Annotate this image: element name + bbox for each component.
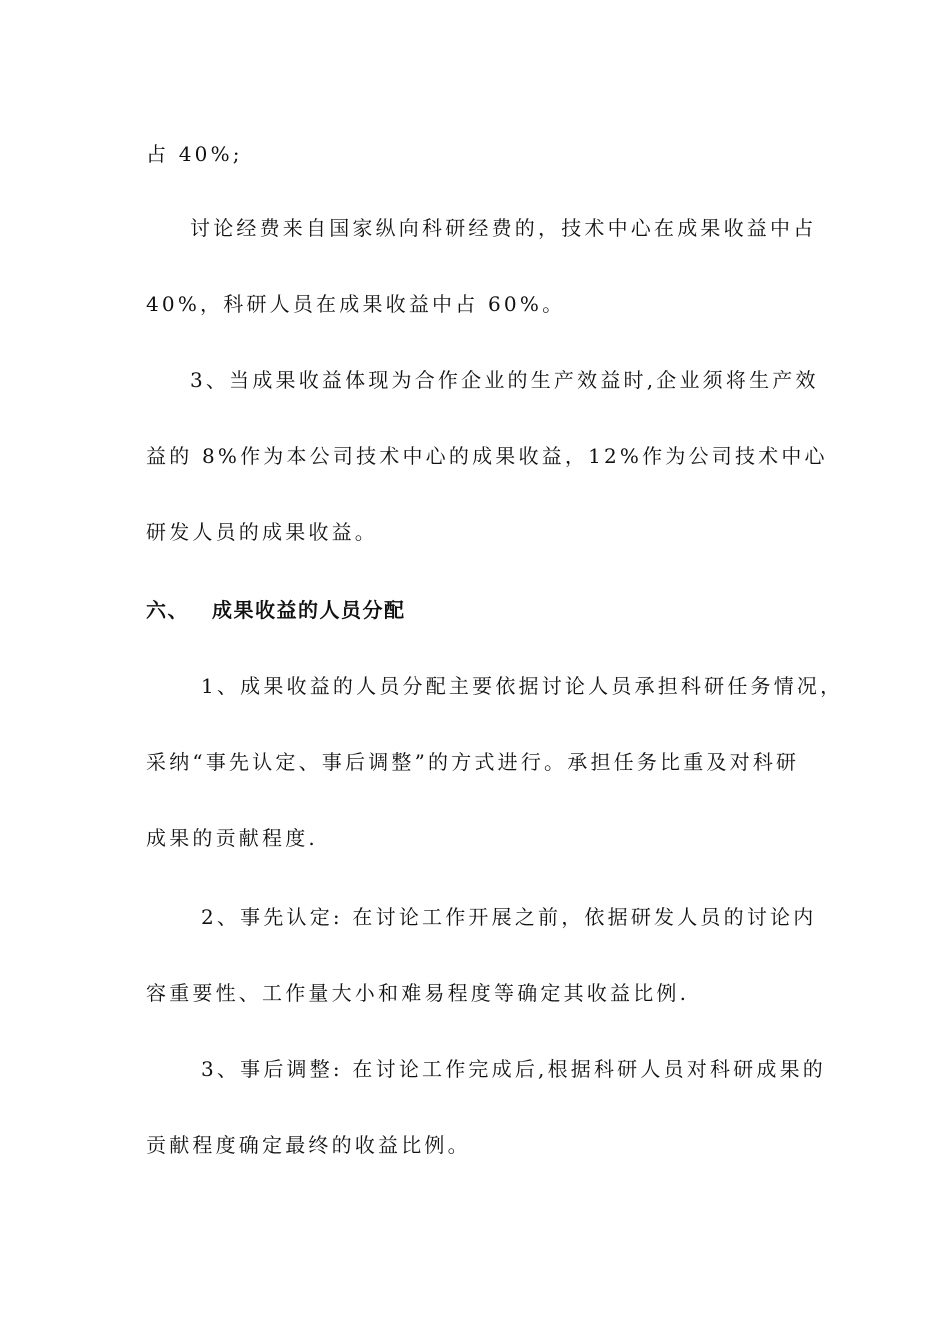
paragraph-line: 益的 8%作为本公司技术中心的成果收益，12%作为公司技术中心: [146, 444, 828, 468]
paragraph-line: 讨论经费来自国家纵向科研经费的，技术中心在成果收益中占: [190, 216, 817, 240]
paragraph-line: 3、事后调整: 在讨论工作完成后,根据科研人员对科研成果的: [201, 1057, 826, 1081]
paragraph-line: 2、事先认定: 在讨论工作开展之前，依据研发人员的讨论内: [201, 905, 817, 929]
paragraph-line: 3、当成果收益体现为合作企业的生产效益时,企业须将生产效: [190, 368, 819, 392]
paragraph-line: 贡献程度确定最终的收益比例。: [146, 1133, 471, 1157]
paragraph-line: 占 40%;: [146, 142, 243, 166]
paragraph-line: 研发人员的成果收益。: [146, 520, 378, 544]
section-number: 六、: [146, 598, 189, 622]
paragraph-line: 1、成果收益的人员分配主要依据讨论人员承担科研任务情况，: [201, 674, 844, 698]
paragraph-line: 采纳“事先认定、事后调整”的方式进行。承担任务比重及对科研: [146, 750, 800, 774]
paragraph-line: 成果的贡献程度.: [146, 826, 318, 850]
section-heading: [146, 596, 406, 624]
paragraph-line: 40%，科研人员在成果收益中占 60%。: [146, 292, 566, 316]
section-title: 成果收益的人员分配: [212, 598, 406, 622]
paragraph-line: 容重要性、工作量大小和难易程度等确定其收益比例.: [146, 981, 690, 1005]
